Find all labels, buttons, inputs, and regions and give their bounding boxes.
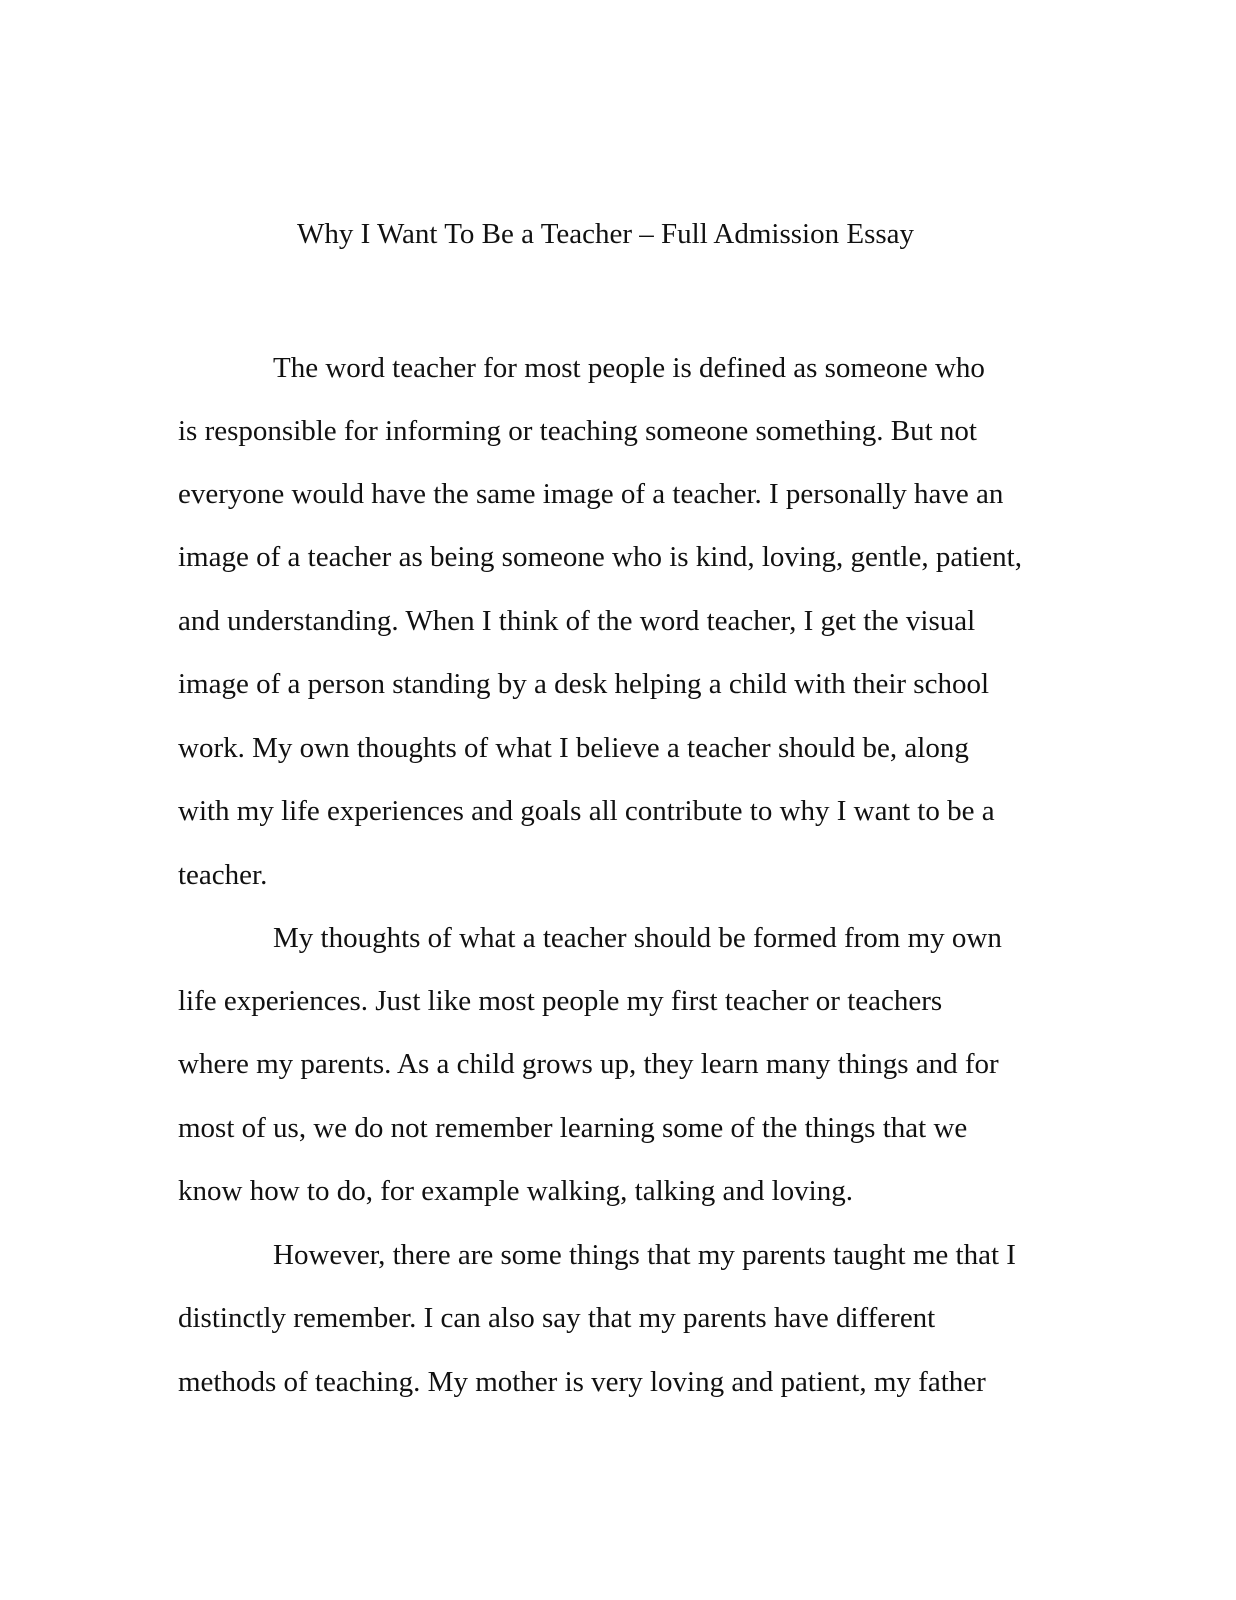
essay-line: However, there are some things that my parents taught me that I xyxy=(273,1239,1016,1271)
essay-line: image of a person standing by a desk helping a child with their school xyxy=(178,668,990,700)
essay-line: My thoughts of what a teacher should be formed from my own xyxy=(273,922,1002,954)
essay-line: everyone would have the same image of a teacher. I personally have an xyxy=(178,478,1004,510)
essay-line: know how to do, for example walking, talking and loving. xyxy=(178,1175,853,1207)
essay-line: life experiences. Just like most people my first teacher or teachers xyxy=(178,985,943,1017)
essay-line: is responsible for informing or teaching someone something. But not xyxy=(178,415,977,447)
essay-line: with my life experiences and goals all contribute to why I want to be a xyxy=(178,795,995,827)
essay-line: teacher. xyxy=(178,859,268,891)
essay-line: image of a teacher as being someone who is kind, loving, gentle, patient, xyxy=(178,541,1022,573)
essay-title: Why I Want To Be a Teacher – Full Admission Essay xyxy=(296,218,915,250)
essay-line: work. My own thoughts of what I believe a teacher should be, along xyxy=(178,732,969,764)
essay-line: distinctly remember. I can also say that my parents have different xyxy=(178,1302,936,1334)
essay-line: most of us, we do not remember learning some of the things that we xyxy=(178,1112,968,1144)
essay-line: methods of teaching. My mother is very loving and patient, my father xyxy=(178,1366,986,1398)
essay-line: and understanding. When I think of the word teacher, I get the visual xyxy=(178,605,976,637)
essay-line: where my parents. As a child grows up, they learn many things and for xyxy=(178,1048,999,1080)
essay-line: The word teacher for most people is defined as someone who xyxy=(273,352,985,384)
